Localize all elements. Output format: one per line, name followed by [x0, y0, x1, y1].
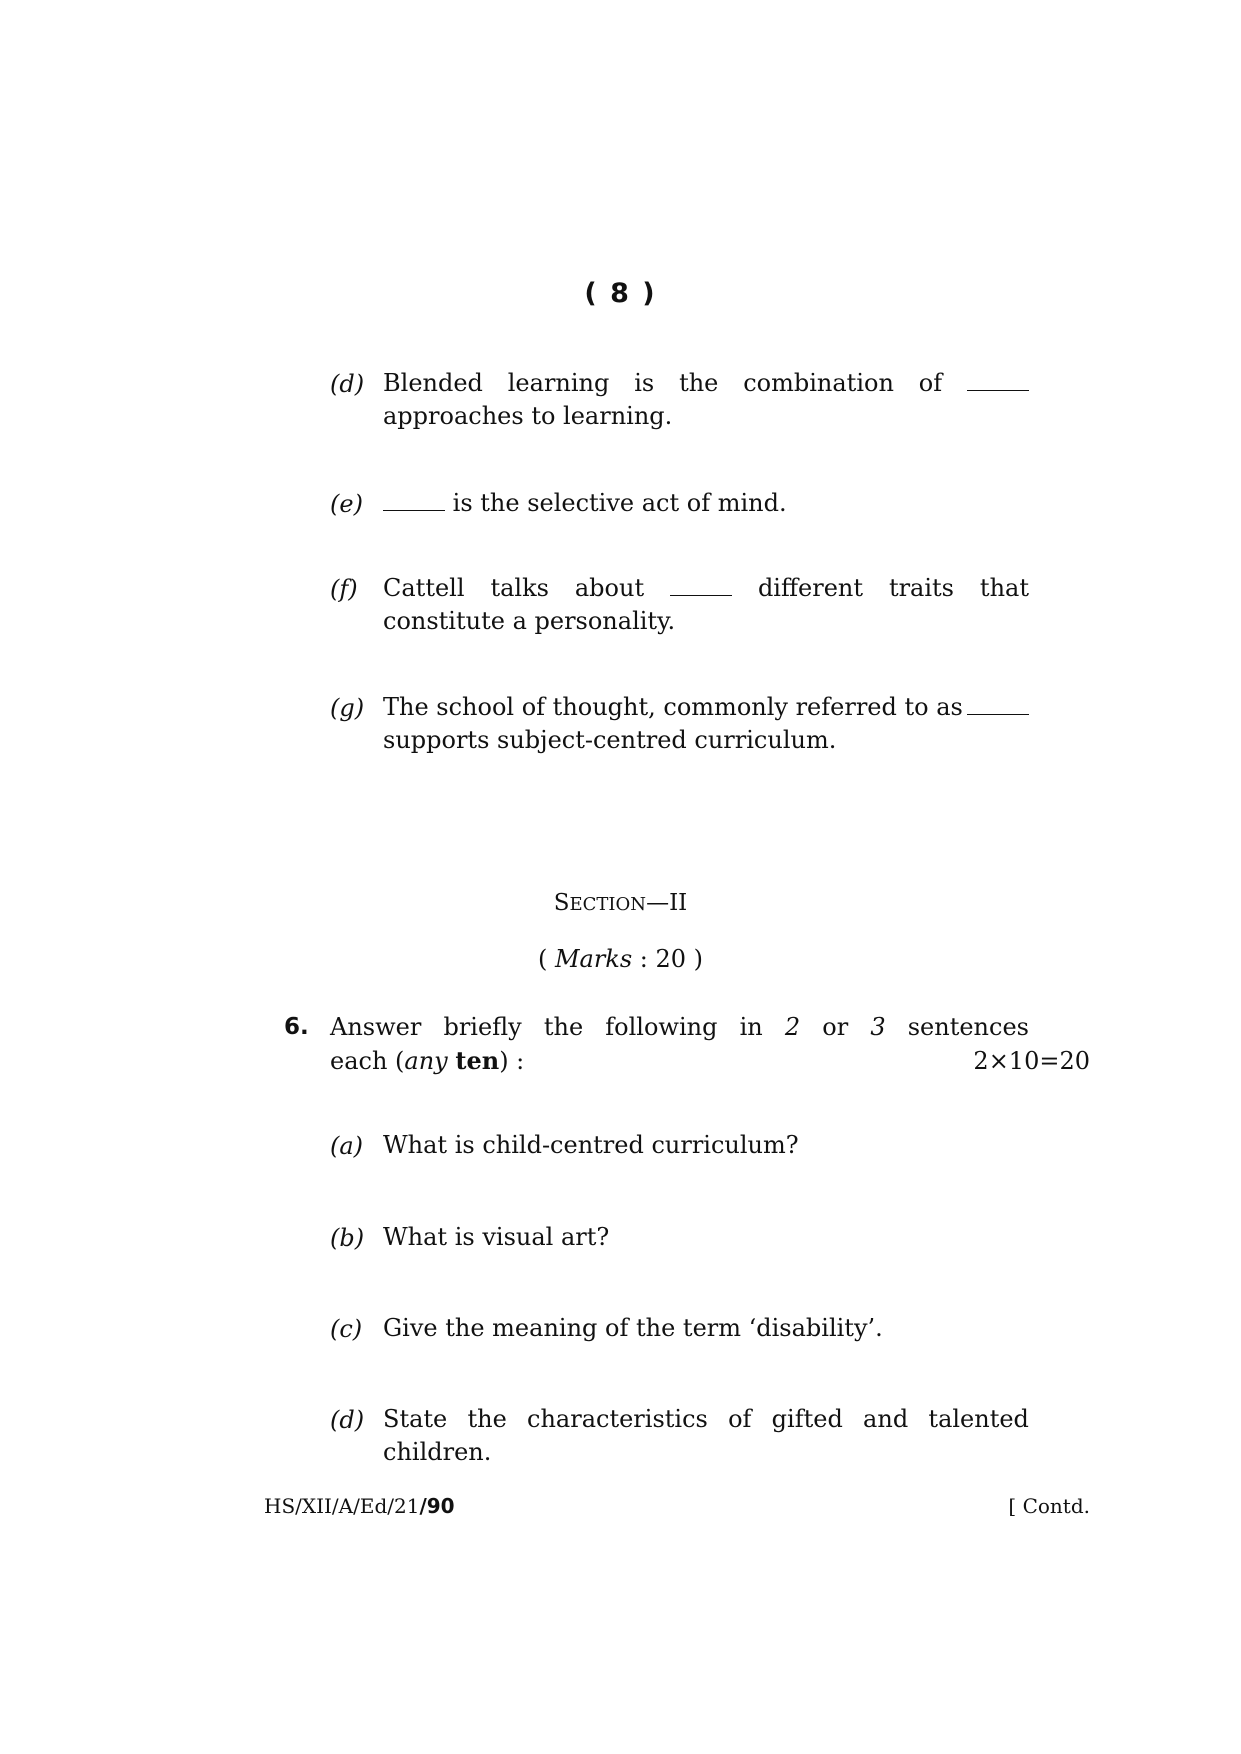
part-a-label: (a) [330, 1132, 364, 1160]
word: that [979, 574, 1029, 602]
word: Blended [383, 369, 483, 397]
item-e-label: (e) [330, 490, 363, 518]
word: is [634, 369, 655, 397]
section-heading-rest: ECTION [569, 894, 647, 915]
question-line2 [330, 1044, 1090, 1078]
word: Cattell [383, 574, 465, 602]
word: talks [490, 574, 549, 602]
part-d-label: (d) [330, 1406, 365, 1434]
question-marks: 2×10=20 [973, 1047, 1090, 1075]
marks-label: Marks [554, 945, 633, 973]
item-d-line2: approaches to learning. [383, 402, 673, 430]
paper-code-suffix: /90 [419, 1494, 455, 1518]
question-instruction [330, 1044, 524, 1078]
section-marks [0, 945, 1241, 973]
word: following [605, 1013, 718, 1041]
item-f-line2: constitute a personality. [383, 607, 676, 635]
item-d-label: (d) [330, 370, 365, 398]
word: gifted [771, 1405, 843, 1433]
part-b-label: (b) [330, 1224, 365, 1252]
word: combination [743, 369, 894, 397]
question-number: 6. [284, 1014, 309, 1040]
answer-blank [967, 713, 1029, 715]
word: in [739, 1013, 763, 1041]
instruction-start: each ( [330, 1047, 405, 1075]
word: sentences [907, 1013, 1029, 1041]
item-g-text: The school of thought, commonly referred to as [383, 693, 963, 721]
marks-value: : 20 ) [632, 945, 704, 973]
word: of [728, 1405, 752, 1433]
part-a-text: What is child-centred curriculum? [383, 1131, 799, 1159]
section-heading [0, 890, 1241, 916]
item-e-line1 [383, 487, 1029, 520]
word: traits [888, 574, 954, 602]
paper-code-prefix: HS/XII/A/Ed/21 [264, 1494, 420, 1518]
part-c-label: (c) [330, 1315, 363, 1343]
part-c-text: Give the meaning of the term ‘disability’. [383, 1314, 883, 1342]
word: of [918, 369, 943, 397]
word: the [543, 1013, 584, 1041]
answer-blank [967, 389, 1029, 391]
instruction-any: any [404, 1047, 448, 1075]
item-f-label: (f) [330, 575, 358, 603]
word: the [679, 369, 719, 397]
word: briefly [443, 1013, 522, 1041]
item-g-line2: supports subject-centred curriculum. [383, 726, 837, 754]
section-heading-initial: S [553, 890, 570, 916]
word: about [574, 574, 645, 602]
answer-blank [383, 509, 445, 511]
word: and [863, 1405, 909, 1433]
item-g-line1 [383, 691, 1029, 724]
paper-code [264, 1494, 455, 1518]
part-d-line1 [383, 1403, 1029, 1436]
item-d-line1 [383, 367, 1029, 400]
page-number: ( 8 ) [584, 278, 657, 309]
continued-note: [ Contd. [1008, 1494, 1090, 1518]
part-b-text: What is visual art? [383, 1223, 610, 1251]
instruction-end: ) : [499, 1047, 525, 1075]
word: 2 [784, 1013, 801, 1041]
word: Answer [330, 1013, 422, 1041]
instruction-ten: ten [455, 1046, 500, 1075]
question-line1 [330, 1011, 1029, 1044]
section-heading-suffix: —II [646, 890, 688, 916]
word: State [383, 1405, 448, 1433]
word: 3 [870, 1013, 886, 1041]
marks-open: ( [537, 945, 555, 973]
part-d-line2: children. [383, 1438, 492, 1466]
word: characteristics [527, 1405, 708, 1433]
answer-blank [670, 594, 732, 596]
word: different [757, 574, 864, 602]
item-g-label: (g) [330, 694, 365, 722]
word: talented [928, 1405, 1029, 1433]
word: learning [507, 369, 610, 397]
word: or [822, 1013, 849, 1041]
item-f-line1 [383, 572, 1029, 605]
word: the [467, 1405, 507, 1433]
item-e-text: is the selective act of mind. [452, 489, 787, 517]
